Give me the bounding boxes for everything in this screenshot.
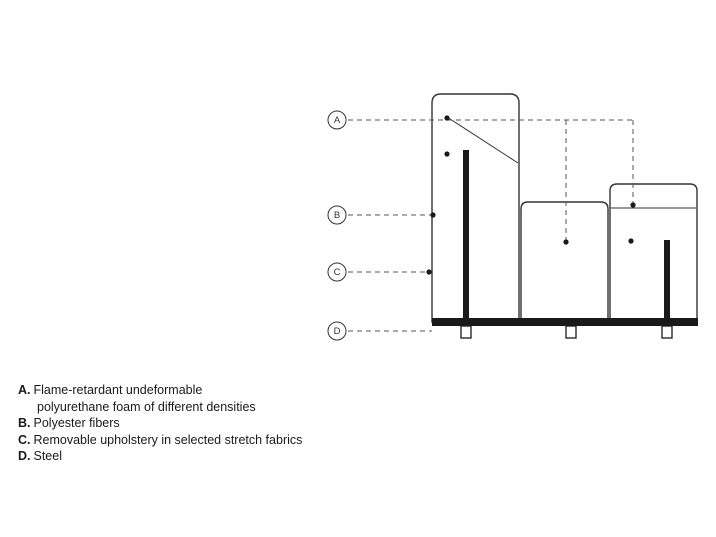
callout-d[interactable] bbox=[328, 322, 346, 340]
legend-item-b-key: B. bbox=[18, 416, 31, 430]
armrest-outline bbox=[610, 184, 697, 322]
leader-endpoint-dots bbox=[426, 115, 635, 274]
leader-lines bbox=[348, 120, 633, 331]
backrest-diagonal-line bbox=[447, 117, 518, 163]
backrest-outline bbox=[432, 94, 519, 322]
legend-item-a-key: A. bbox=[18, 383, 31, 397]
callout-c[interactable] bbox=[328, 263, 346, 281]
callout-c-label: C bbox=[333, 267, 341, 278]
callout-d-label: D bbox=[333, 326, 341, 337]
legend-item-c-key: C. bbox=[18, 432, 31, 447]
callout-b-label: B bbox=[333, 210, 341, 221]
legend-item-b bbox=[18, 415, 538, 432]
legend bbox=[18, 382, 538, 465]
legend-item-b-text: Polyester fibers bbox=[33, 416, 120, 430]
legend-item-d bbox=[18, 448, 538, 465]
legend-item-c bbox=[18, 432, 538, 449]
callout-a[interactable] bbox=[328, 111, 346, 129]
callout-a-label: A bbox=[333, 115, 341, 126]
legend-item-a-text: Flame-retardant undeformable bbox=[33, 383, 203, 397]
legend-item-a bbox=[18, 382, 538, 399]
legend-item-d-key: D. bbox=[18, 449, 31, 463]
legend-item-a-continuation: polyurethane foam of different densities bbox=[37, 399, 256, 414]
legend-item-c-text: Removable upholstery in selected stretch fabrics bbox=[33, 432, 303, 447]
seat-cushion-outline bbox=[521, 202, 608, 322]
callout-b[interactable] bbox=[328, 206, 346, 224]
legend-item-d-text: Steel bbox=[33, 449, 62, 463]
